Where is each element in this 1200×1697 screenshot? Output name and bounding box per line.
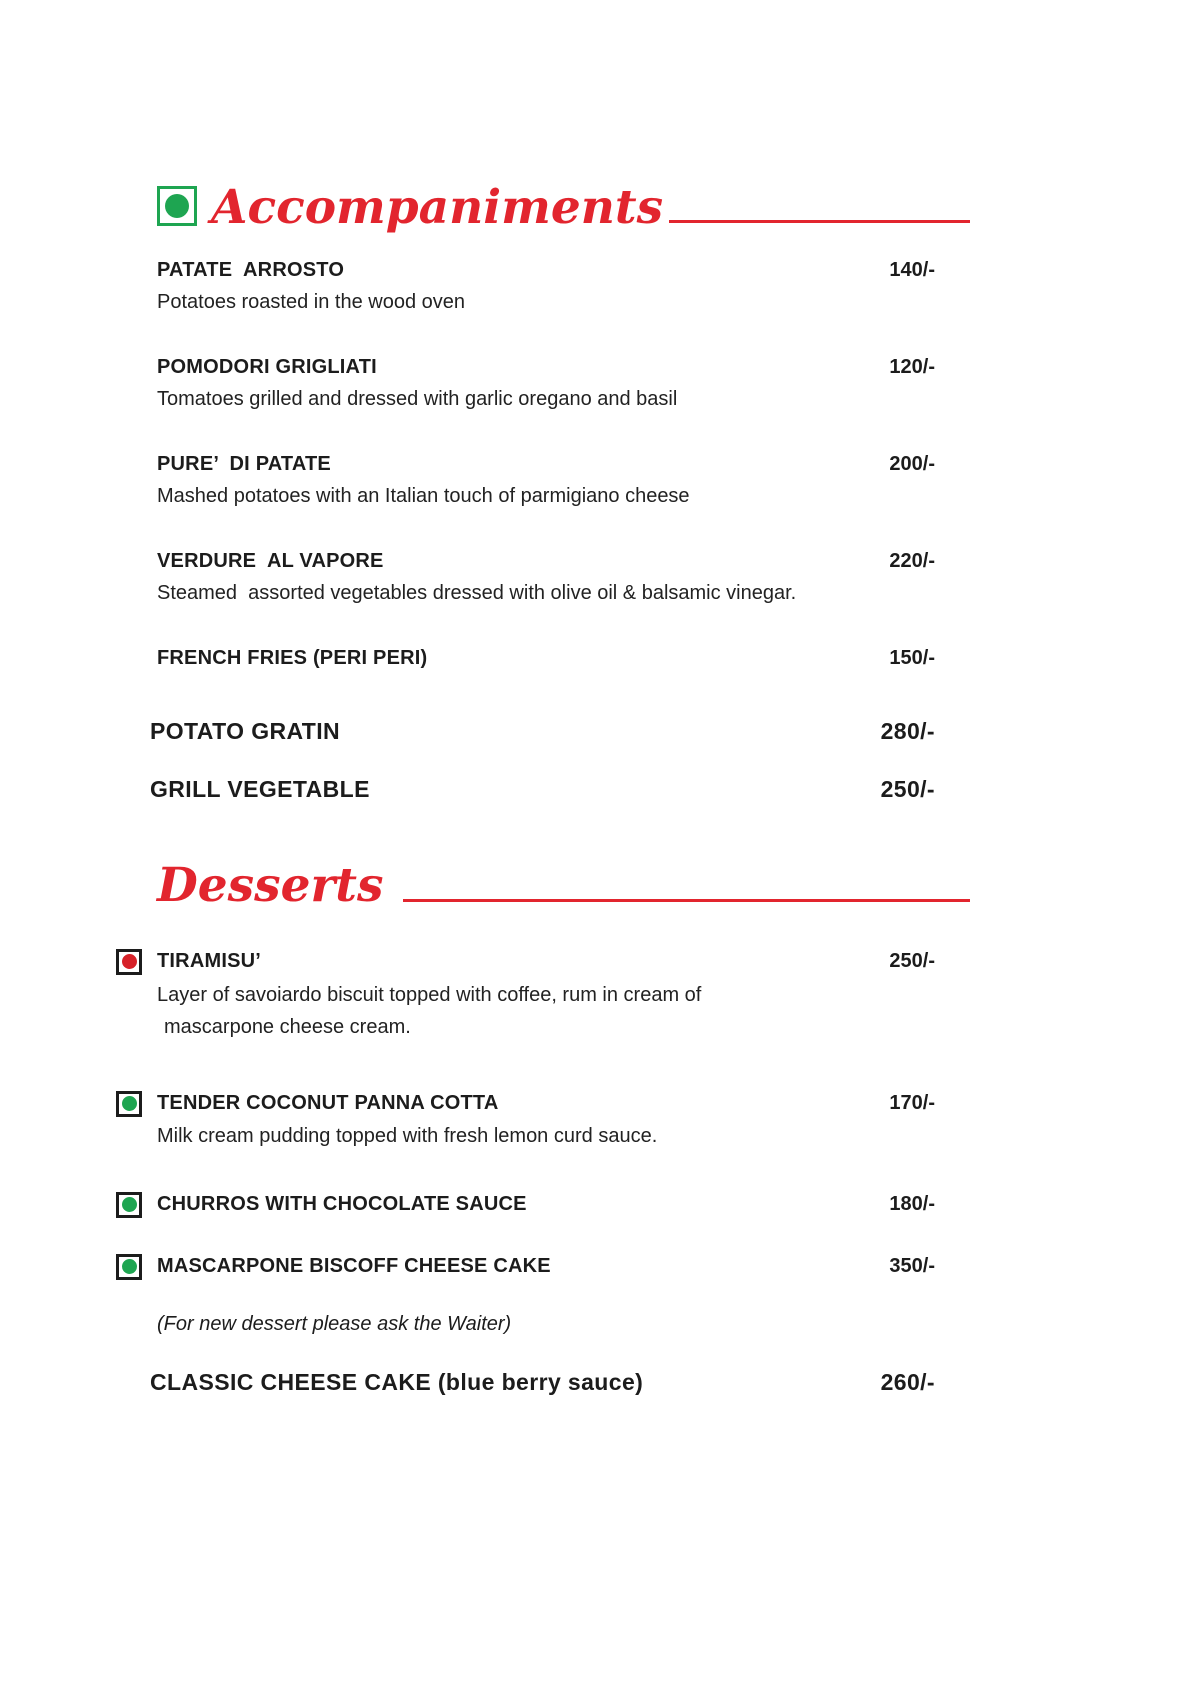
item-name: POMODORI GRIGLIATI [157,356,377,379]
item-price: 140/- [889,259,935,282]
item-description-line2: mascarpone cheese cream. [164,1015,411,1038]
item-name: GRILL VEGETABLE [150,776,370,803]
nonveg-dot-icon [122,954,137,969]
item-description-line1: Layer of savoiardo biscuit topped with coffee, rum in cream of [157,983,702,1006]
menu-item [157,258,935,315]
item-description: Mashed potatoes with an Italian touch of parmigiano cheese [157,485,690,508]
veg-dot-icon [165,194,189,218]
section-accompaniments [150,180,935,803]
item-name: FRENCH FRIES (PERI PERI) [157,647,428,670]
menu-item [157,1254,935,1278]
item-price: 180/- [889,1192,935,1215]
nonveg-icon [116,949,142,975]
item-description: Steamed assorted vegetables dressed with olive oil & balsamic vinegar. [157,582,797,605]
item-name: VERDURE AL VAPORE [157,550,384,573]
header-rule [669,220,970,223]
item-name: MASCARPONE BISCOFF CHEESE CAKE [157,1254,551,1277]
desserts-note: (For new dessert please ask the Waiter) [157,1312,512,1335]
veg-icon [116,1192,142,1218]
section-title-accompaniments: Accompaniments [211,180,664,235]
item-name: TIRAMISU’ [157,949,262,972]
menu-item [157,1091,935,1149]
item-description: Milk cream pudding topped with fresh lemon curd sauce. [157,1124,658,1147]
item-price: 260/- [880,1368,935,1395]
item-price: 250/- [880,776,935,803]
item-price: 150/- [889,647,935,670]
item-name: PURE’ DI PATATE [157,453,331,476]
item-name: PATATE ARROSTO [157,259,345,282]
item-name: CLASSIC CHEESE CAKE (blue berry sauce) [150,1368,644,1395]
item-name: TENDER COCONUT PANNA COTTA [157,1091,499,1114]
menu-item [157,1192,935,1216]
desserts-header [157,858,970,914]
item-name: CHURROS WITH CHOCOLATE SAUCE [157,1192,527,1215]
item-name: POTATO GRATIN [150,718,341,745]
header-rule [403,899,970,902]
item-description: Tomatoes grilled and dressed with garlic oregano and basil [157,388,678,411]
item-price: 280/- [880,718,935,745]
item-price: 200/- [889,453,935,476]
section-title-desserts: Desserts [157,858,384,914]
item-price: 350/- [889,1254,935,1277]
item-price: 220/- [889,550,935,573]
veg-dot-icon [122,1096,137,1111]
item-price: 120/- [889,356,935,379]
menu-item [157,355,935,412]
veg-dot-icon [122,1259,137,1274]
item-price: 170/- [889,1091,935,1114]
menu-item [150,776,935,803]
section-desserts [150,858,935,1395]
menu-item [157,452,935,509]
item-price: 250/- [889,949,935,972]
veg-dot-icon [122,1197,137,1212]
veg-icon [116,1091,142,1117]
veg-icon [157,186,197,226]
accompaniments-header [157,180,970,235]
veg-icon [116,1254,142,1280]
menu-item [150,718,935,745]
menu-item [157,549,935,606]
item-description: Potatoes roasted in the wood oven [157,291,465,314]
menu-item [157,949,935,1040]
menu-item [150,1369,935,1396]
menu-item [157,646,935,670]
